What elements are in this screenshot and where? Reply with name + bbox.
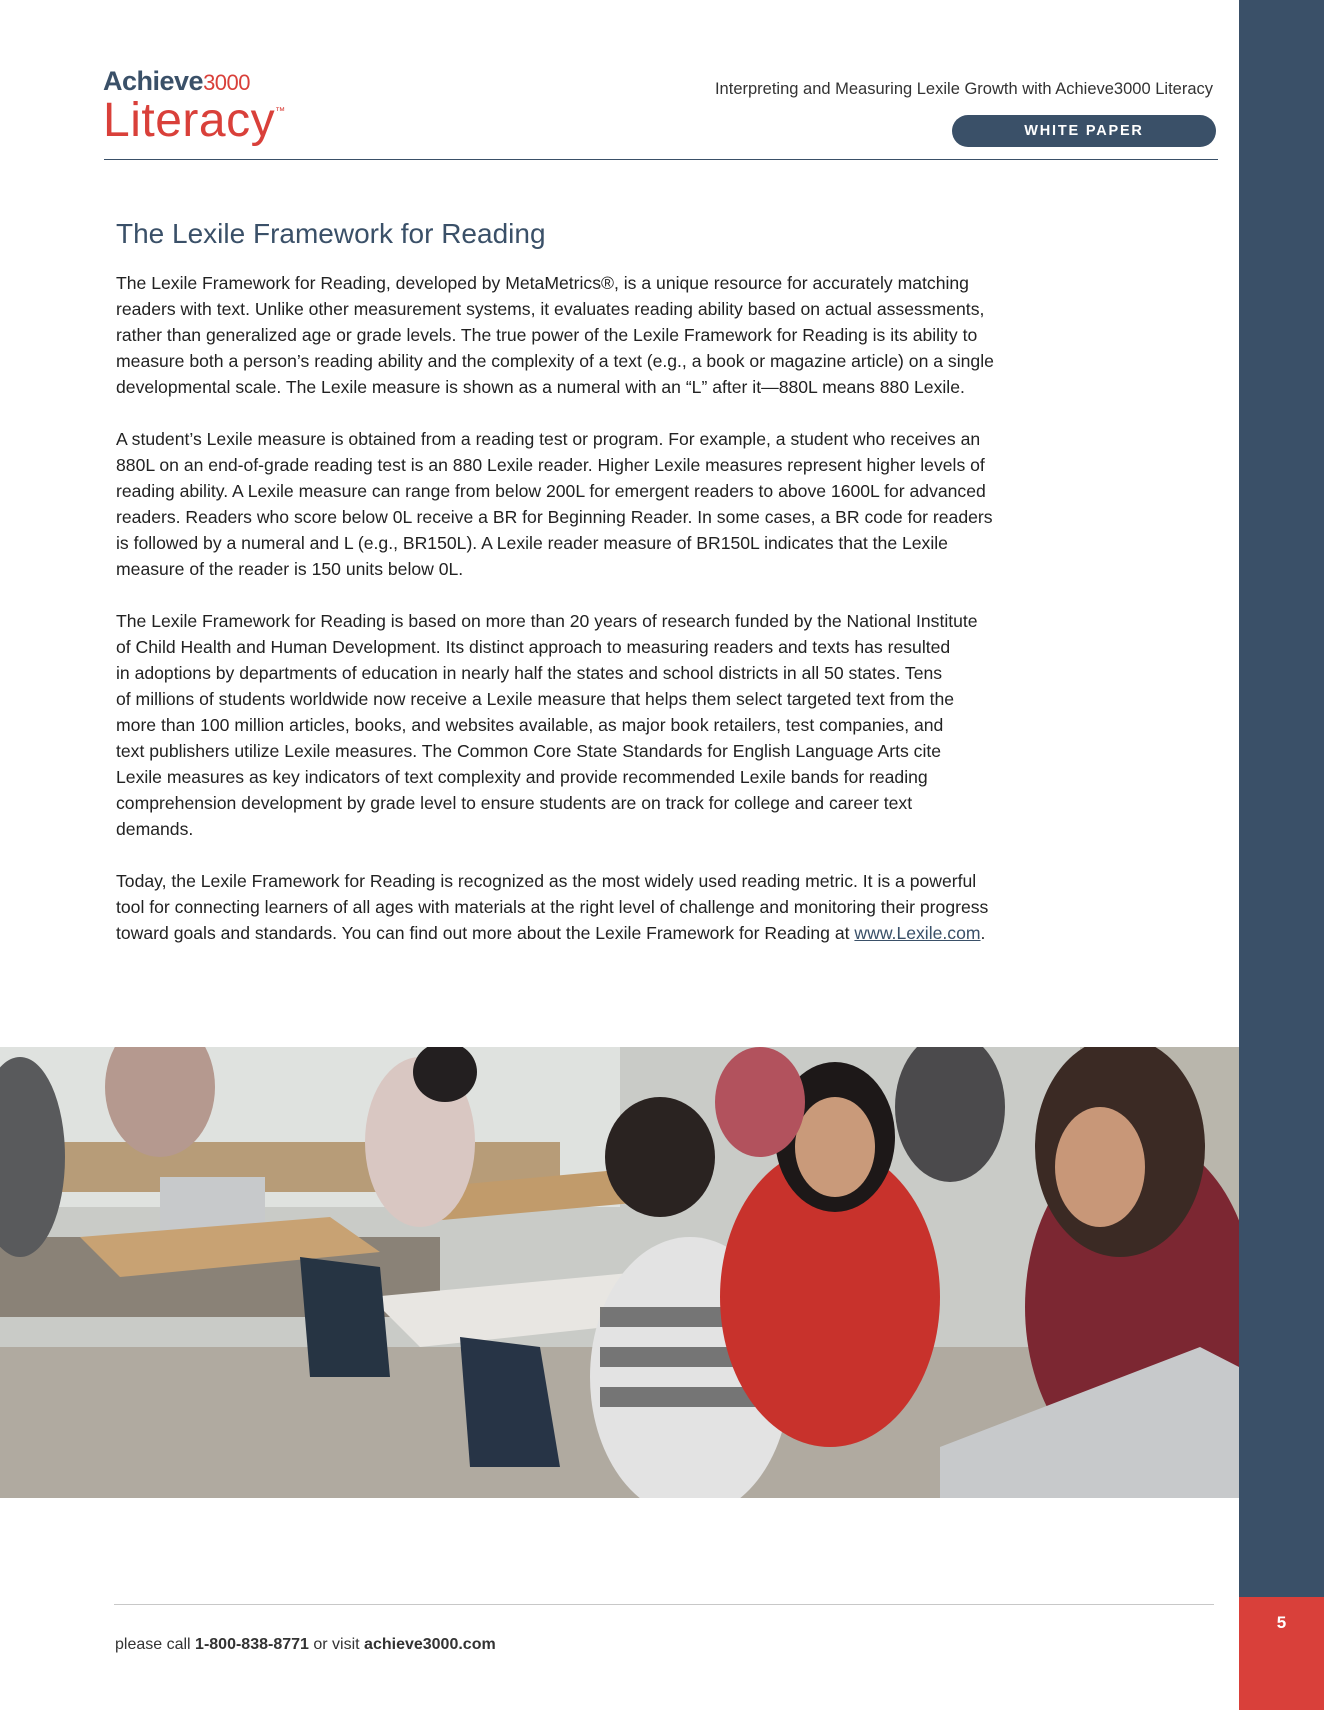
- paragraph-3: The Lexile Framework for Reading is based on more than 20 years of research funded by the National Institute of Child Health and Human Development. Its distinct approach to measuring readers and texts has resulted in adoptions by departments of education in nearly half the states and school districts in all 50 states. Tens of millions of students worldwide now receive a Lexile measure that helps them select targeted text from the more than 100 million articles, books, and websites available, as major book retailers, test companies, and text publishers utilize Lexile measures. The Common Core State Standards for English Language Arts cite Lexile measures as key indicators of text complexity and provide recommended Lexile bands for reading comprehension development by grade level to ensure students are on track for college and career text demands.: [116, 611, 978, 839]
- paragraph-4: Today, the Lexile Framework for Reading is recognized as the most widely used reading metric. It is a powerful tool for connecting learners of all ages with materials at the right level of challenge and monitoring their progress toward goals and standards. You can find out more about the Lexile Framework for Reading at www.Lexile.com.: [116, 871, 989, 943]
- section-heading: The Lexile Framework for Reading: [116, 218, 546, 249]
- classroom-photo-illustration: [0, 1047, 1239, 1498]
- page-number-box: [1239, 1597, 1324, 1710]
- classroom-photo: [0, 1047, 1239, 1498]
- website-link[interactable]: achieve3000.com: [364, 1636, 496, 1653]
- footer-contact: please call 1-800-838-8771 or visit achieve3000.com: [115, 1636, 496, 1653]
- right-sidebar: [1239, 0, 1324, 1710]
- phone-number: 1-800-838-8771: [195, 1636, 309, 1653]
- main-content: [116, 218, 1096, 972]
- footer-divider: [114, 1604, 1214, 1605]
- page-number: 5: [1276, 1613, 1287, 1632]
- paragraph-2: A student’s Lexile measure is obtained from a reading test or program. For example, a student who receives an 880L on an end-of-grade reading test is an 880 Lexile reader. Higher Lexile measures represent higher levels of reading ability. A Lexile measure can range from below 200L for emergent readers to above 1600L for advanced readers. Readers who score below 0L receive a BR for Beginning Reader. In some cases, a BR code for readers is followed by a numeral and L (e.g., BR150L). A Lexile reader measure of BR150L indicates that the Lexile measure of the reader is 150 units below 0L.: [116, 429, 993, 579]
- header-divider: [104, 159, 1218, 160]
- lexile-link[interactable]: www.Lexile.com: [854, 923, 981, 943]
- document-title: Interpreting and Measuring Lexile Growth with Achieve3000 Literacy: [714, 80, 1213, 98]
- achieve3000-logo: Achieve3000 Literacy™: [103, 66, 286, 147]
- paragraph-1: The Lexile Framework for Reading, developed by MetaMetrics®, is a unique resource for accurately matching readers with text. Unlike other measurement systems, it evaluates reading ability based on actual assessments, rather than generalized age or grade levels. The true power of the Lexile Framework for Reading is its ability to measure both a person’s reading ability and the complexity of a text (e.g., a book or magazine article) on a single developmental scale. The Lexile measure is shown as a numeral with an “L” after it—880L means 880 Lexile.: [116, 273, 994, 397]
- white-paper-badge: WHITE PAPER: [952, 115, 1216, 147]
